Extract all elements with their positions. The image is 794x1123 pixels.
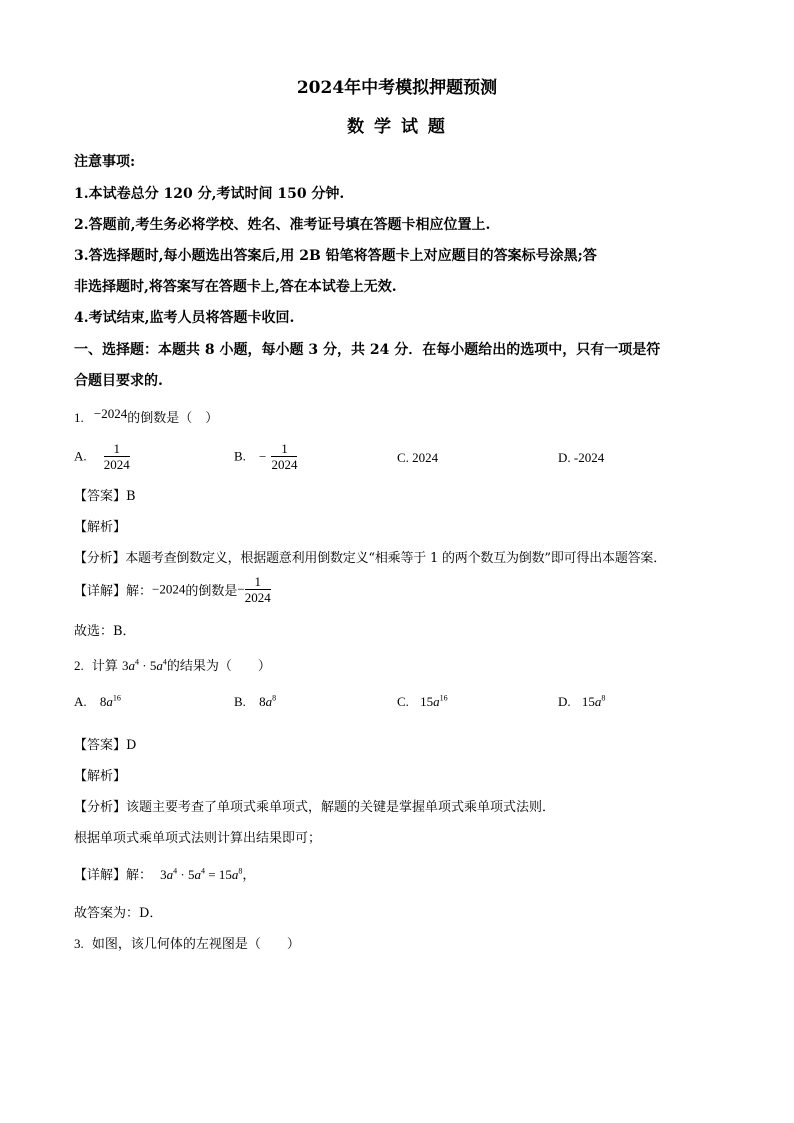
option-label: C. bbox=[397, 694, 409, 709]
fraction bbox=[245, 574, 271, 605]
option-b bbox=[234, 694, 276, 710]
question-stem-suffix: 的结果为（ ） bbox=[166, 659, 271, 674]
option-expr: $8a^8$ bbox=[259, 693, 277, 709]
detail-mid: 的倒数是 bbox=[185, 584, 238, 599]
exponent: 16 bbox=[112, 693, 121, 703]
notice-item: 4.考试结束,监考人员将答题卡收回. bbox=[74, 310, 295, 326]
question-number: 3. bbox=[74, 936, 84, 951]
detail-expr: −2024 bbox=[152, 581, 186, 597]
question-number: 2. bbox=[74, 658, 84, 673]
question-stem-prefix: 计算 bbox=[91, 659, 118, 674]
section-heading: 一、选择题：本题共 8 小题，每小题 3 分，共 24 分．在每小题给出的选项中，只有一项是符 bbox=[74, 342, 661, 358]
option-c: C. 2024 bbox=[397, 450, 439, 465]
option-label: A. bbox=[74, 694, 87, 709]
option-expr: $8a^{16}$ bbox=[99, 693, 121, 709]
question-stem: 的倒数是（ ） bbox=[127, 411, 219, 426]
fraction-numerator: 1 bbox=[281, 441, 288, 456]
conclusion: 故答案为：D． bbox=[74, 906, 163, 921]
notice-item: 3.答选择题时,每小题选出答案后,用 2B 铅笔将答题卡上对应题目的答案标号涂黑;答 bbox=[74, 248, 597, 264]
analysis-text: 【分析】本题考查倒数定义，根据题意利用倒数定义“相乘等于 1 的两个数互为倒数”即可得出本题答案． bbox=[74, 551, 667, 566]
option-label: B. bbox=[234, 448, 246, 464]
analysis-text: 【分析】该题主要考查了单项式乘单项式，解题的关键是掌握单项式乘单项式法则． bbox=[74, 800, 556, 815]
option-a bbox=[74, 694, 121, 710]
fraction-denominator: 2024 bbox=[103, 457, 130, 472]
fraction bbox=[271, 441, 297, 472]
answer-line: 【答案】B bbox=[74, 489, 136, 504]
question-2 bbox=[74, 655, 271, 674]
option-label: D. bbox=[558, 694, 571, 709]
option-expr: $15a^{16}$ bbox=[420, 693, 448, 709]
page-title: 2024年中考模拟押题预测 bbox=[296, 78, 498, 98]
option-label: A. bbox=[74, 448, 87, 464]
question-stem: 如图，该几何体的左视图是（ ） bbox=[91, 937, 300, 952]
analysis-heading: 【解析】 bbox=[74, 769, 127, 784]
coefficient: 15 bbox=[420, 694, 434, 709]
question-number: 1. bbox=[74, 410, 84, 425]
notice-item: 2.答题前,考生务必将学校、姓名、准考证号填在答题卡相应位置上. bbox=[74, 217, 491, 233]
option-d bbox=[558, 694, 605, 710]
detail-prefix: 【详解】解： bbox=[74, 868, 153, 883]
fraction-denominator: 2024 bbox=[244, 590, 271, 605]
page-subtitle: 数 学 试 题 bbox=[347, 117, 447, 137]
notice-heading: 注意事项: bbox=[74, 154, 136, 170]
fraction bbox=[104, 441, 130, 472]
option-a bbox=[74, 441, 130, 472]
coefficient: 8 bbox=[259, 694, 266, 709]
detail-prefix: 【详解】解： bbox=[74, 584, 153, 599]
question-3 bbox=[74, 933, 300, 952]
fraction-numerator: 1 bbox=[254, 574, 261, 589]
analysis-text: 根据单项式乘单项式法则计算出结果即可； bbox=[74, 831, 322, 846]
minus-sign: − bbox=[259, 448, 267, 464]
exponent: 16 bbox=[439, 693, 448, 703]
fraction-denominator: 2024 bbox=[271, 457, 298, 472]
conclusion: 故选：B． bbox=[74, 624, 136, 639]
exponent: 8 bbox=[601, 693, 606, 703]
coefficient: 8 bbox=[99, 694, 107, 709]
coefficient: 15 bbox=[581, 694, 595, 709]
option-c bbox=[397, 694, 448, 710]
detail-suffix: ， bbox=[242, 868, 256, 883]
section-heading-cont: 合题目要求的. bbox=[74, 373, 163, 389]
minus-sign: − bbox=[237, 581, 245, 597]
exponent: 8 bbox=[272, 693, 277, 703]
notice-item: 非选择题时,将答案写在答题卡上,答在本试卷上无效. bbox=[74, 279, 397, 295]
question-expr: $3a^4 \cdot 5a^4$ bbox=[122, 657, 167, 673]
fraction-numerator: 1 bbox=[113, 441, 120, 456]
option-label: B. bbox=[234, 694, 246, 709]
detail-line bbox=[74, 574, 271, 605]
analysis-heading: 【解析】 bbox=[74, 520, 127, 535]
detail-line bbox=[74, 864, 255, 883]
question-1 bbox=[74, 407, 218, 426]
notice-item: 1.本试卷总分 120 分,考试时间 150 分钟. bbox=[74, 186, 345, 202]
detail-expr: $3a^4 \cdot 5a^4 = 15a^8$ bbox=[160, 866, 243, 882]
option-d: D. -2024 bbox=[558, 450, 605, 465]
option-b bbox=[234, 441, 297, 472]
answer-line: 【答案】D bbox=[74, 738, 137, 753]
question-expr: −2024 bbox=[93, 406, 128, 421]
option-expr: $15a^8$ bbox=[581, 693, 606, 709]
